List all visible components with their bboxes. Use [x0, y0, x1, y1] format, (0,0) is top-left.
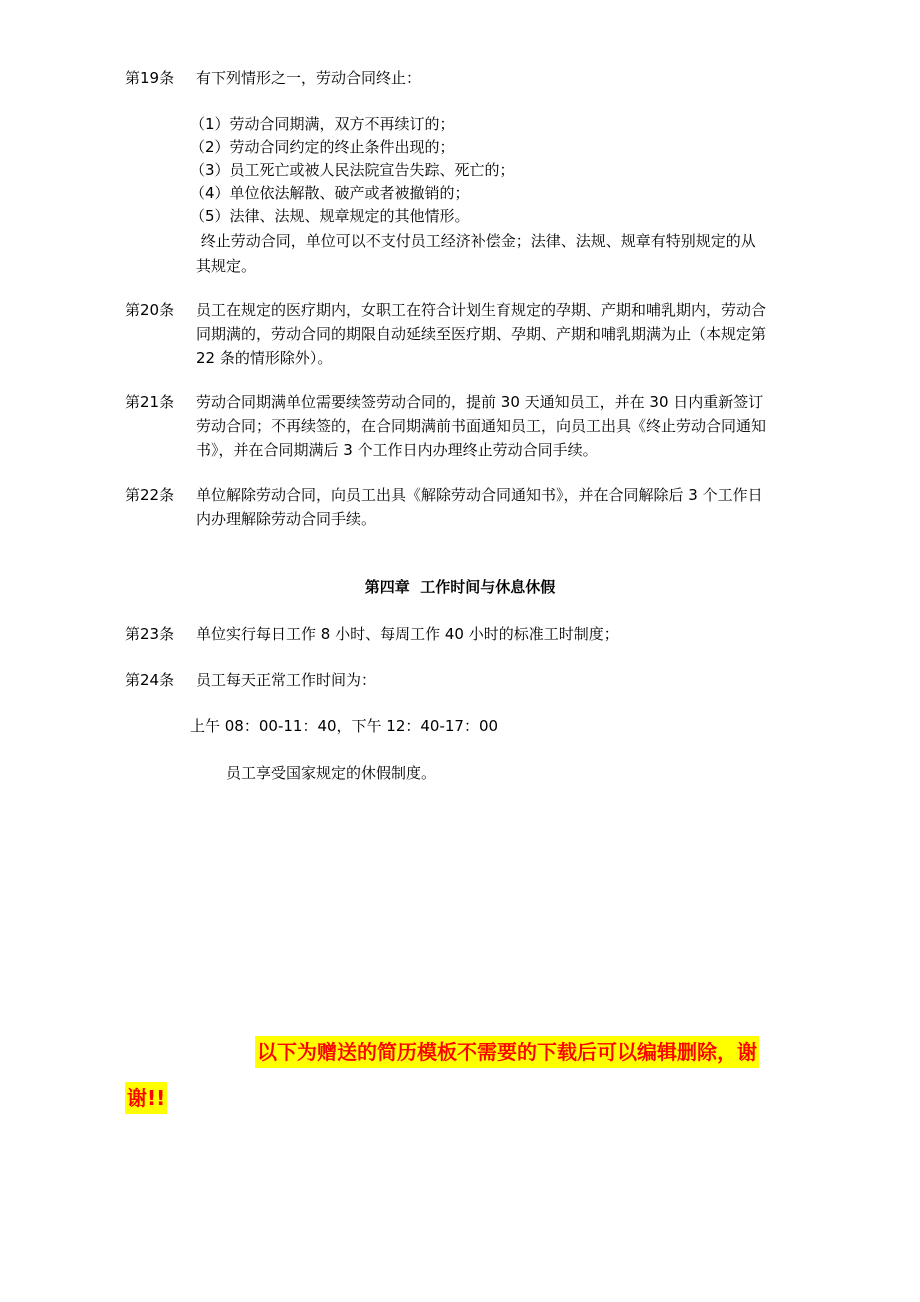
article-19-item-1: （1）劳动合同期满，双方不再续订的； — [190, 115, 455, 133]
article-24-text: 员工每天正常工作时间为： — [196, 671, 377, 689]
article-21-label: 第21条 — [125, 393, 175, 411]
article-22-line-1: 单位解除劳动合同，向员工出具《解除劳动合同通知书》，并在合同解除后 3 个工作日 — [196, 486, 763, 504]
article-19-label: 第19条 — [125, 69, 175, 87]
article-24-label: 第24条 — [125, 671, 175, 689]
article-19-item-4: （4）单位依法解散、破产或者被撤销的； — [190, 184, 470, 202]
article-19-item-3: （3）员工死亡或被人民法院宣告失踪、死亡的； — [190, 161, 515, 179]
article-20-line-3: 22 条的情形除外）。 — [196, 349, 333, 367]
article-21-line-1: 劳动合同期满单位需要续签劳动合同的，提前 30 天通知员工，并在 30 日内重新签订 — [196, 393, 764, 411]
article-19-item-2: （2）劳动合同约定的终止条件出现的； — [190, 138, 455, 156]
article-23-label: 第23条 — [125, 625, 175, 643]
article-20-line-2: 同期满的，劳动合同的期限自动延续至医疗期、孕期、产期和哺乳期满为止（本规定第 — [196, 325, 767, 343]
article-21-line-2: 劳动合同；不再续签的，在合同期满前书面通知员工，向员工出具《终止劳动合同通知 — [196, 417, 767, 435]
article-19-item-5: （5）法律、法规、规章规定的其他情形。 — [190, 207, 470, 225]
article-21-line-3: 书》，并在合同期满后 3 个工作日内办理终止劳动合同手续。 — [196, 441, 598, 459]
notice-line-1: 以下为赠送的简历模板不需要的下载后可以编辑删除，谢 — [255, 1036, 759, 1068]
article-24-holiday: 员工享受国家规定的休假制度。 — [226, 764, 437, 782]
chapter-4-heading: 第四章 工作时间与休息休假 — [364, 578, 556, 596]
article-19-intro: 有下列情形之一，劳动合同终止： — [196, 69, 422, 87]
article-20-label: 第20条 — [125, 301, 175, 319]
article-20-line-1: 员工在规定的医疗期内，女职工在符合计划生育规定的孕期、产期和哺乳期内，劳动合 — [196, 301, 767, 319]
article-23-text: 单位实行每日工作 8 小时、每周工作 40 小时的标准工时制度； — [196, 625, 619, 643]
article-22-label: 第22条 — [125, 486, 175, 504]
article-24-schedule: 上午 08：00-11：40，下午 12：40-17：00 — [190, 717, 499, 735]
notice-line-2: 谢!! — [125, 1082, 167, 1114]
article-22-line-2: 内办理解除劳动合同手续。 — [196, 510, 377, 528]
article-19-note-line-1: 终止劳动合同，单位可以不支付员工经济补偿金；法律、法规、规章有特别规定的从 — [196, 232, 756, 250]
article-19-note-line-2: 其规定。 — [196, 257, 257, 275]
